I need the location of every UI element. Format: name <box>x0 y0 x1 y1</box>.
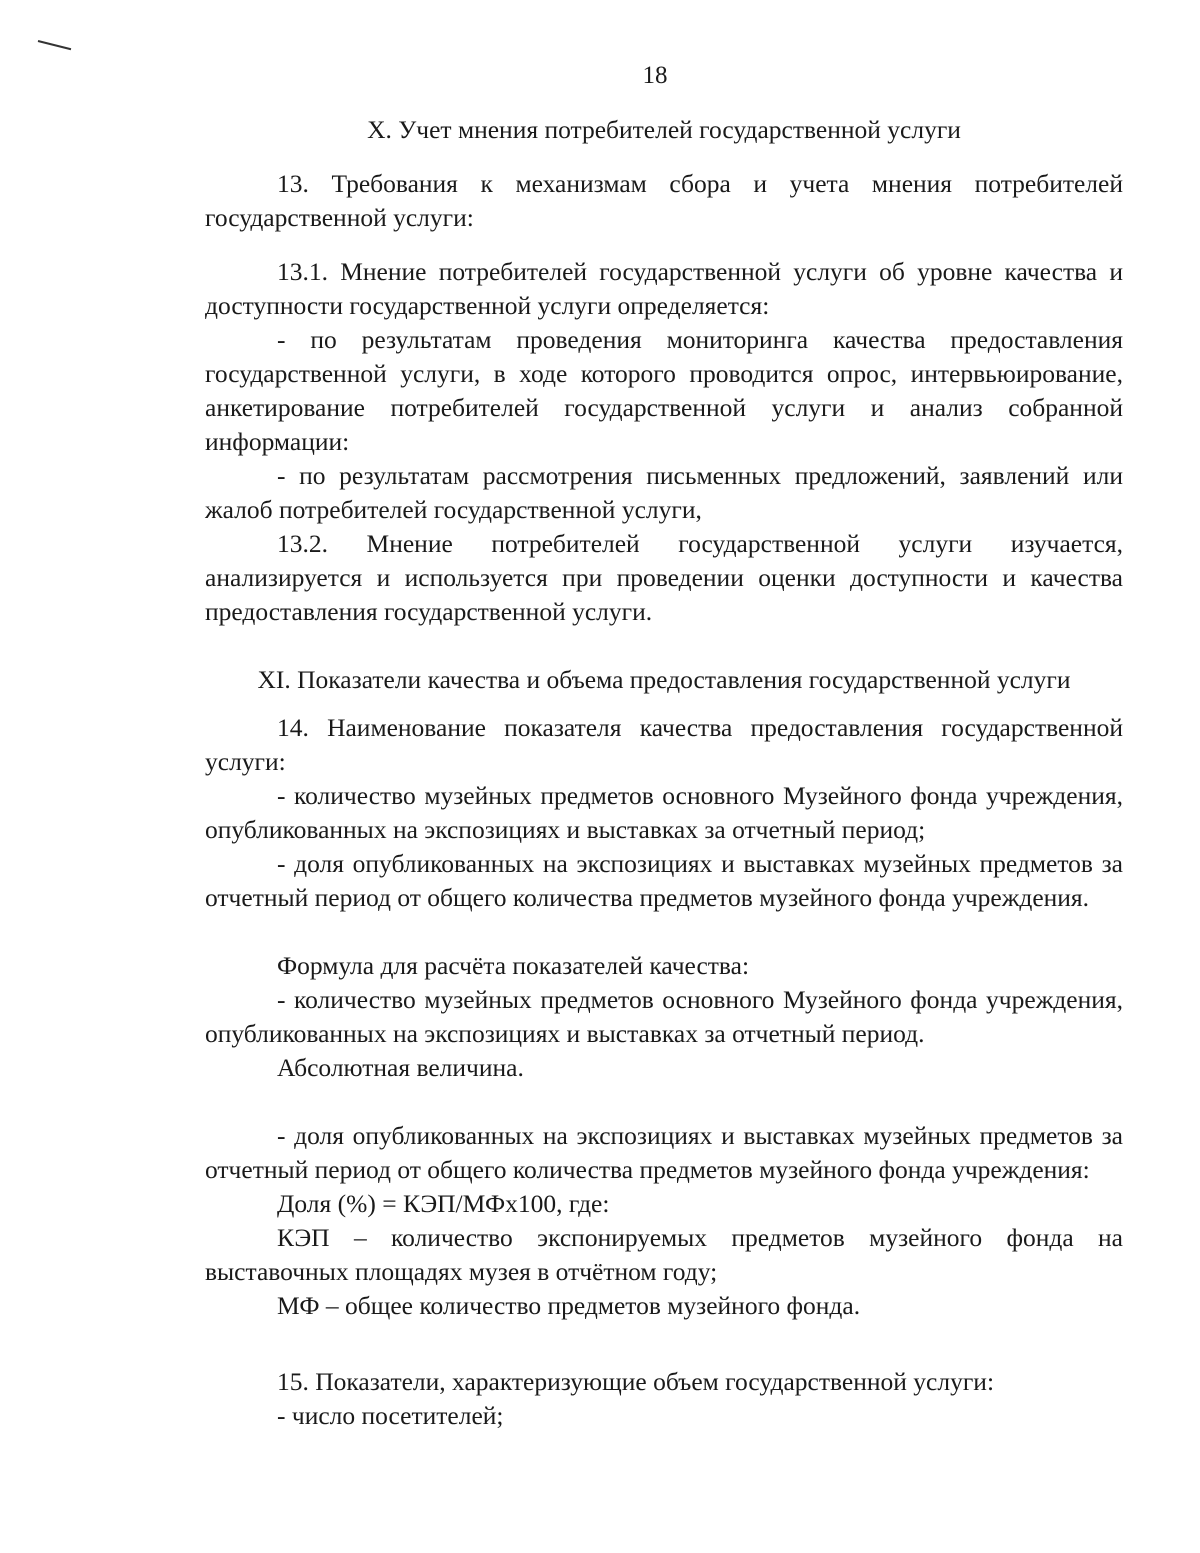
paragraph-13-1-item-a: - по результатам проведения мониторинга качества предоставления государственной услуги, в ходе которого проводится опрос, интервьюирование, анкетирование потребителей государственной услуги и анализ собранной информации: <box>205 325 1123 456</box>
formula-title: Формула для расчёта показателей качества: <box>277 951 750 980</box>
paragraph-15-item-a: - число посетителей; <box>277 1401 504 1430</box>
paragraph-14-item-a: - количество музейных предметов основного Музейного фонда учреждения, опубликованных на экспозициях и выставках за отчетный период; <box>205 781 1123 844</box>
document-body <box>205 113 1123 1433</box>
paragraph-13-1-item-b: - по результатам рассмотрения письменных предложений, заявлений или жалоб потребителей государственной услуги, <box>205 461 1123 524</box>
paragraph-13-2: 13.2. Мнение потребителей государственной услуги изучается, анализируется и используется при проведении оценки доступности и качества предоставления государственной услуги. <box>205 529 1123 626</box>
mf-definition: МФ – общее количество предметов музейного фонда. <box>277 1291 861 1320</box>
paragraph-14-item-b: - доля опубликованных на экспозициях и выставках музейных предметов за отчетный период от общего количества предметов музейного фонда учреждения. <box>205 849 1123 912</box>
paragraph-13-1: 13.1. Мнение потребителей государственной услуги об уровне качества и доступности государственной услуги определяется: <box>205 257 1123 320</box>
section-x-heading: X. Учет мнения потребителей государственной услуги <box>367 115 961 144</box>
kep-definition: КЭП – количество экспонируемых предметов музейного фонда на выставочных площадях музея в отчётном году; <box>205 1223 1123 1286</box>
formula-item-a: - количество музейных предметов основного Музейного фонда учреждения, опубликованных на экспозициях и выставках за отчетный период. <box>205 985 1123 1048</box>
page-number: 18 <box>642 62 668 89</box>
share-formula: Доля (%) = КЭП/МФх100, где: <box>277 1189 610 1218</box>
paragraph-15: 15. Показатели, характеризующие объем государственной услуги: <box>277 1367 995 1396</box>
paragraph-13: 13. Требования к механизмам сбора и учета мнения потребителей государственной услуги: <box>205 169 1123 232</box>
absolute-value-note: Абсолютная величина. <box>277 1053 524 1082</box>
formula-item-b: - доля опубликованных на экспозициях и выставках музейных предметов за отчетный период от общего количества предметов музейного фонда учреждения: <box>205 1121 1123 1184</box>
paragraph-14: 14. Наименование показателя качества предоставления государственной услуги: <box>205 713 1123 776</box>
section-xi-heading: XI. Показатели качества и объема предоставления государственной услуги <box>257 665 1071 694</box>
scan-mark <box>38 40 71 50</box>
